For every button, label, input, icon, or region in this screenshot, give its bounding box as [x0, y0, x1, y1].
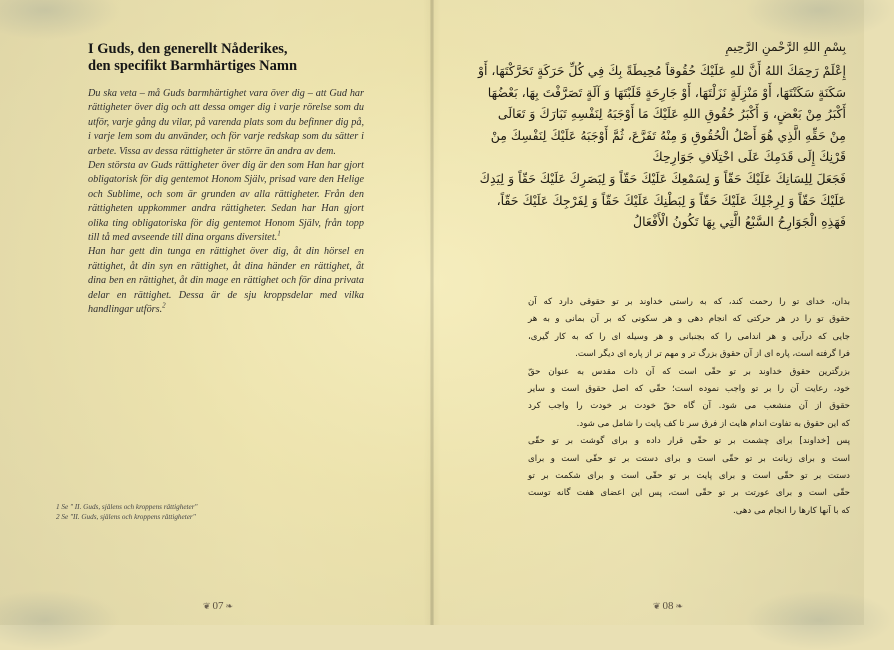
title-line-1: I Guds, den generellt Nåderikes,	[88, 41, 288, 57]
persian-line: حقّی است و برای عورتت بر تو حقّی است، پس این اعضای هفت گانه توست	[528, 488, 850, 499]
ornament-icon: ❧	[675, 601, 684, 611]
arabic-line: قَرْنِكَ إِلَى قَدَمِكَ عَلَى اخْتِلَافِ جَوَارِحِكَ	[652, 149, 846, 165]
arabic-line: أَكْبَرُ مِنْ بَعْضٍ، وَ أَكْبَرُ حُقُوقِ اللهِ عَلَيْكَ مَا أَوْجَبَهُ لِنَفْسِهِ تَبَارَكَ وَ تَعَالَى	[497, 106, 846, 122]
page-number-right: ❦ 08 ❧	[652, 600, 684, 612]
arabic-line: فَجَعَلَ لِلِسَانِكَ عَلَيْكَ حَقّاً وَ لِسَمْعِكَ عَلَيْكَ حَقّاً وَ لِبَصَرِكَ عَلَيْكَ حَقّاً وَ لِيَدِكَ	[479, 170, 846, 186]
page-number-left: ❦ 07 ❧	[202, 600, 234, 612]
arabic-line: فَهَذِهِ الْجَوَارِحُ السَّبْعُ الَّتِي بِهَا تَكُونُ الْأَفْعَالُ	[633, 214, 846, 230]
footnote-marker-2[interactable]: 2	[162, 301, 166, 310]
footnote-marker-1[interactable]: 1	[277, 229, 281, 238]
footnotes	[56, 502, 356, 522]
right-page	[432, 0, 864, 625]
arabic-line: سَكَنَةٍ سَكَنْتَهَا، أَوْ مَنْزِلَةٍ نَزَلْتَهَا، أَوْ جَارِحَةٍ قَلَبْتَهَا وَ آلَةٍ تَصَرَّفْتَ بِهَا، بَعْضُهَا	[487, 84, 846, 100]
persian-line: جایی که درآیی و هر اندامی را که بجنبانی و هر وسیله ای را که به کار گیری،	[528, 331, 850, 342]
footnote-1: 1 Se " II. Guds, själens och kroppens rättigheter"	[56, 503, 198, 511]
arabic-line: إِعْلَمْ رَحِمَكَ اللهُ أَنَّ للهِ عَلَيْكَ حُقُوقاً مُحِيطَةً بِكَ فِي كُلِّ حَرَكَةٍ تَحَرَّكْتَهَا، أَوْ	[477, 63, 846, 78]
persian-line: حقوق از آن منشعب می شود. آن گاه حقّ خودت بر خودت را واجب کرد	[528, 401, 850, 412]
persian-line: خود، رعایت آن را بر تو واجب نموده است؛ حقّی که اصل حقوق است و سایر	[528, 384, 850, 395]
arabic-line: عَلَيْكَ حَقّاً وَ لِرِجْلِكَ عَلَيْكَ حَقّاً وَ لِبَطْنِكَ عَلَيْكَ حَقّاً وَ لِفَرْجِكَ عَلَيْكَ حَقّاً،	[496, 192, 846, 208]
persian-line: است و برای زبانت بر تو حقّی است و برای دستت بر تو حقّی است و برای	[528, 453, 850, 464]
persian-line: دستت بر تو حقّی است و برای پایت بر تو حقّی است و برای شکمت بر تو	[528, 471, 850, 482]
page-title	[88, 41, 368, 75]
title-line-2: den specifikt Barmhärtiges Namn	[88, 58, 298, 74]
persian-line: فرا گرفته است، پاره ای از آن حقوق بزرگ تر و مهم تر از پاره ای دیگر است.	[575, 349, 850, 360]
persian-line: که این حقوق به تفاوت اندام هایت از فرق سر تا کف پایت را شامل می شود.	[576, 418, 850, 429]
paragraph: Den största av Guds rättigheter över dig är den som Han har gjort obligatorisk för dig gentemot Honom Själv, prisad vare den Helige och Sublime, och som är grunden av alla rättigheter. Från den rättigheten uppkommer andra rättigheter. Sedan har Han gjort olika ting obligatoriska för dig gentemot Honom Själv, från topp till tå med avseende till dina organs diversitet.$^1$	[88, 160, 364, 244]
paragraph: Han har gett din tunga en rättighet över dig, åt din hörsel en rättighet, åt din syn en rättighet, åt dina händer en rättighet, åt dina ben en rättighet, åt din mage en rättighet och för dina privata delar en rättighet. Dessa är de sju kroppsdelar med vilka handlingar utförs.$^2$	[88, 246, 364, 316]
persian-line: بزرگترین حقوق خداوند بر تو حقّی است که آن ذات مقدس به عنوان حقّ	[528, 366, 850, 377]
persian-line: پس [خداوند] برای چشمت بر تو حقّی قرار داده و برای گوشت بر تو حقّی	[528, 436, 850, 447]
paragraph: Du ska veta – må Guds barmhärtighet vara över dig – att Gud har rättigheter över dig och att dessa omger dig i varje rörelse som du utför, varje gång du vilar, på varenda plats som du befinner dig på, i varje lem som du använder, och för varje redskap som du sätter i arbete. Vissa av dessa rättigheter är större än andra av dem.	[88, 88, 364, 157]
arabic-text-block	[477, 40, 846, 233]
basmala: بِسْمِ اللهِ الرَّحْمنِ الرَّحِيمِ	[725, 40, 846, 54]
swedish-body-text	[88, 87, 364, 318]
ornament-icon: ❦	[202, 601, 211, 611]
ornament-icon: ❧	[225, 601, 234, 611]
ornament-icon: ❦	[652, 601, 661, 611]
left-page	[0, 0, 432, 625]
persian-line: که با آنها کارها را انجام می دهی.	[732, 505, 850, 516]
arabic-line: مِنْ حَقِّهِ الَّذِي هُوَ أَصْلُ الْحُقُوقِ وَ مِنْهُ تَفَرَّعَ، ثُمَّ أَوْجَبَهُ عَلَيْكَ لِنَفْسِكَ مِنْ	[490, 127, 846, 143]
persian-line: حقوق تو را در هر حرکتی که انجام دهی و هر سکونی که بر آن بمانی و به هر	[528, 314, 850, 325]
persian-translation	[528, 294, 850, 520]
persian-line: بدان، خدای تو را رحمت کند، که به راستی خداوند بر تو حقوقی دارد که آن	[528, 297, 850, 307]
footnote-2: 2 Se "II. Guds, själens och kroppens rättigheter"	[56, 513, 196, 521]
